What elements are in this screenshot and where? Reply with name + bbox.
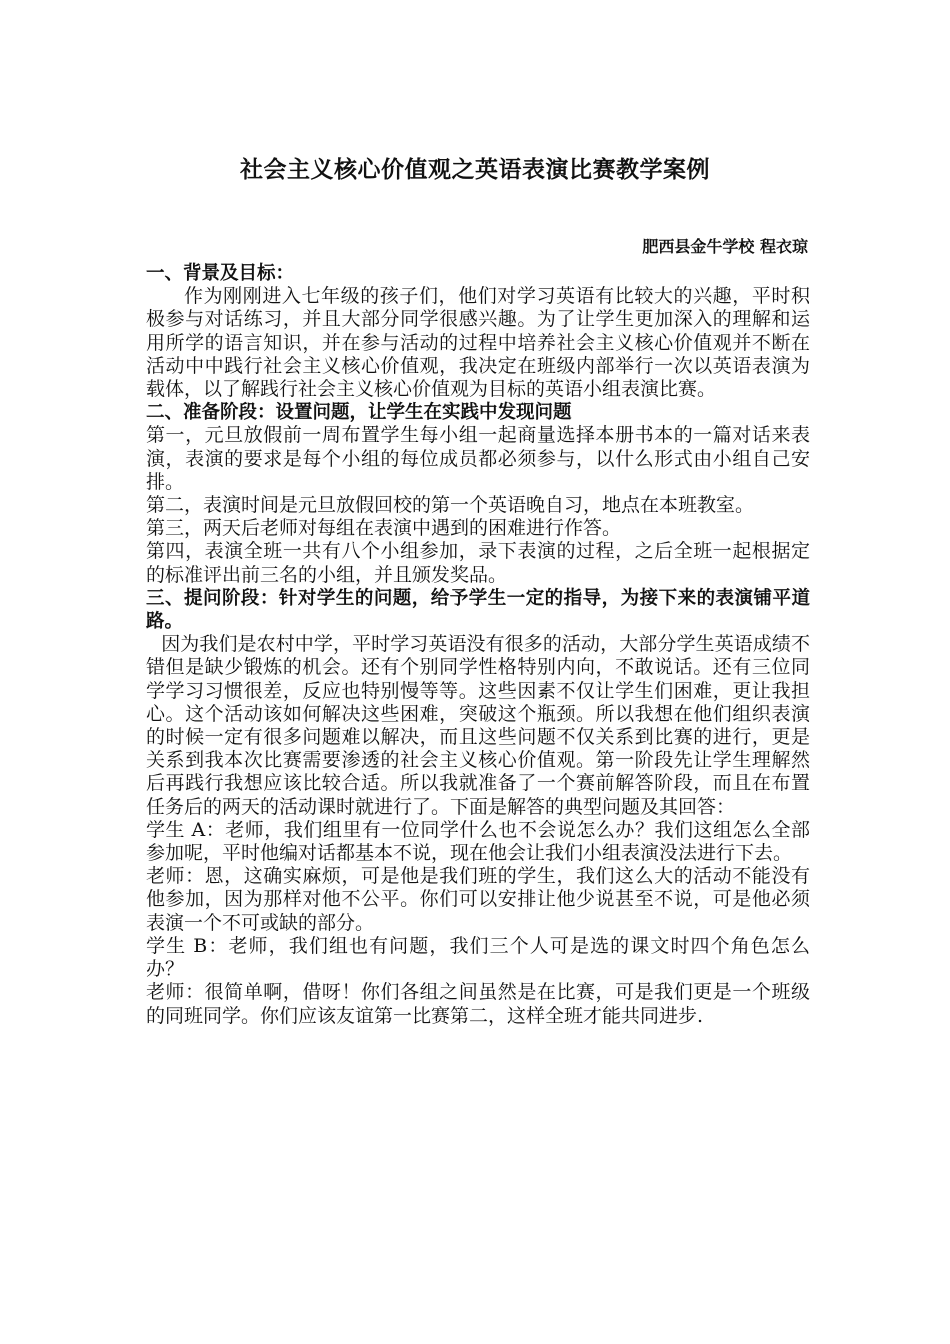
document-body bbox=[146, 262, 810, 1028]
paragraph: 第二，表演时间是元旦放假回校的第一个英语晚自习，地点在本班教室。 bbox=[146, 494, 755, 517]
paragraph: 第三，两天后老师对每组在表演中遇到的困难进行作答。 bbox=[146, 517, 622, 540]
section-heading-background: 一、背景及目标： bbox=[146, 263, 295, 284]
dialogue-student-a: 学生 A：老师，我们组里有一位同学什么也不会说怎么办？我们这组怎么全部参加呢，平时他编对话都基本不说，现在他会让我们小组表演没法进行下去。 bbox=[146, 818, 810, 865]
section-heading-preparation: 二、准备阶段：设置问题，让学生在实践中发现问题 bbox=[146, 402, 572, 424]
dialogue-student-b: 学生 B：老师，我们组也有问题，我们三个人可是选的课文时四个角色怎么办？ bbox=[146, 934, 810, 981]
paragraph: 第一，元旦放假前一周布置学生每小组一起商量选择本册书本的一篇对话来表演，表演的要求是每个小组的每位成员都必须参与，以什么形式由小组自己安排。 bbox=[146, 424, 810, 493]
paragraph: 因为我们是农村中学，平时学习英语没有很多的活动，大部分学生英语成绩不错但是缺少锻炼的机会。还有个别同学性格特别内向，不敢说话。还有三位同学学习习惯很差，反应也特别慢等等。这些因素不仅让学生们困难，更让我担心。这个活动该如何解决这些困难，突破这个瓶颈。所以我想在他们组织表演的时候一定有很多问题难以解决，而且这些问题不仅关系到比赛的进行，更是关系到我本次比赛需要渗透的社会主义核心价值观。第一阶段先让学生理解然后再践行我想应该比较合适。所以我就准备了一个赛前解答阶段，而且在布置任务后的两天的活动课时就进行了。下面是解答的典型问题及其回答： bbox=[146, 633, 810, 818]
section-heading-questions: 三、提问阶段：针对学生的问题，给予学生一定的指导，为接下来的表演铺平道路。 bbox=[146, 587, 810, 633]
paragraph: 第四，表演全班一共有八个小组参加，录下表演的过程，之后全班一起根据定的标准评出前三名的小组，并且颁发奖品。 bbox=[146, 540, 810, 586]
paragraph: 作为刚刚进入七年级的孩子们，他们对学习英语有比较大的兴趣，平时积极参与对话练习，并且大部分同学很感兴趣。为了让学生更加深入的理解和运用所学的语言知识，并在参与活动的过程中培养社会主义核心价值观并不断在活动中中践行社会主义核心价值观，我决定在班级内部举行一次以英语表演为载体，以了解践行社会主义核心价值观为目标的英语小组表演比赛。 bbox=[146, 285, 810, 401]
dialogue-teacher: 老师：很简单啊，借呀！你们各组之间虽然是在比赛，可是我们更是一个班级的同班同学。你们应该友谊第一比赛第二，这样全班才能共同进步. bbox=[146, 981, 810, 1027]
dialogue-teacher: 老师：恩，这确实麻烦，可是他是我们班的学生，我们这么大的活动不能没有他参加，因为那样对他不公平。你们可以安排让他少说甚至不说，可是他必须表演一个不可或缺的部分。 bbox=[146, 865, 810, 934]
author-line: 肥西县金牛学校 程衣琼 bbox=[642, 237, 808, 256]
document-title: 社会主义核心价值观之英语表演比赛教学案例 bbox=[240, 157, 710, 183]
